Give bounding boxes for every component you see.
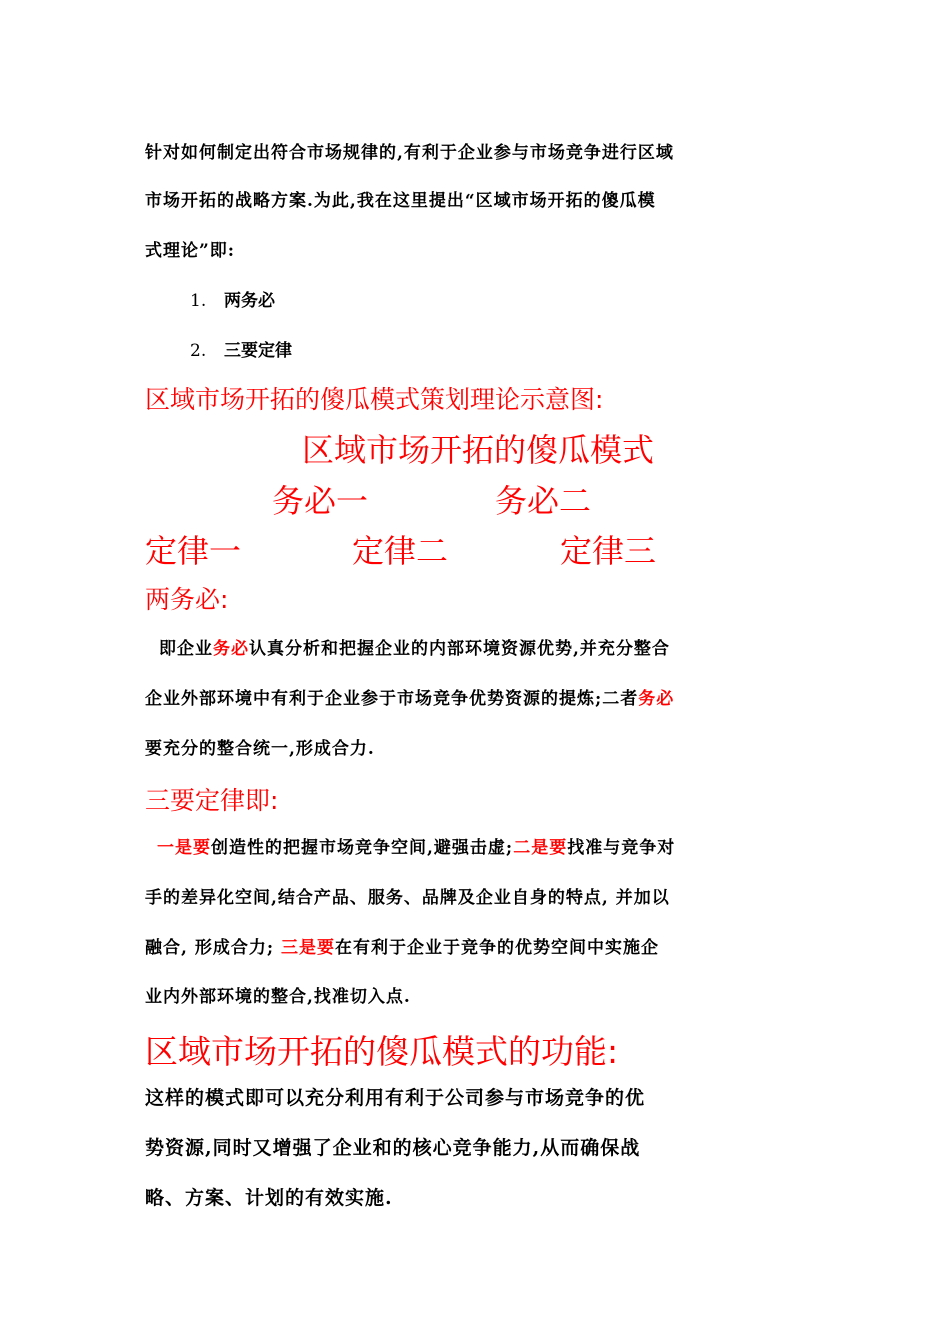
function-line-2: 势资源,同时又增强了企业和的核心竞争能力,从而确保战 — [145, 1137, 641, 1159]
intro-line-3: 式理论”即: — [145, 241, 236, 261]
spacer — [274, 938, 281, 958]
list-number: 1. — [190, 291, 207, 311]
function-heading: 区域市场开拓的傻瓜模式的功能: — [145, 1032, 619, 1071]
three-laws-line-2: 手的差异化空间,结合产品、服务、品牌及企业自身的特点, 并加以 — [145, 888, 670, 908]
list-item — [190, 339, 292, 363]
text-run: 即企业 — [159, 639, 213, 659]
text-run: 融合, 形成合力; — [145, 938, 275, 958]
diagram-law-2: 定律二 — [352, 532, 449, 570]
emphasis-text: 务必 — [638, 689, 675, 709]
diagram-must-1: 务必一 — [272, 482, 369, 520]
text-run: 创造性的把握市场竞争空间,避强击虚; — [211, 838, 514, 858]
text-run: 在有利于企业于竞争的优势空间中实施企 — [335, 938, 660, 958]
diagram-must-2: 务必二 — [495, 482, 592, 520]
emphasis-text: 二是要 — [513, 838, 568, 858]
function-line-1: 这样的模式即可以充分利用有利于公司参与市场竞争的优 — [145, 1087, 646, 1109]
diagram-law-1: 定律一 — [145, 532, 242, 570]
two-musts-heading: 两务必: — [145, 585, 229, 614]
list-number: 2. — [190, 341, 207, 361]
two-musts-line-1 — [145, 637, 810, 661]
diagram-law-3: 定律三 — [560, 532, 657, 570]
text-run: 找准与竞争对 — [567, 838, 676, 858]
intro-line-2: 市场开拓的战略方案.为此,我在这里提出“区域市场开拓的傻瓜模 — [145, 191, 656, 211]
diagram-heading: 区域市场开拓的傻瓜模式策划理论示意图: — [145, 385, 604, 414]
list-item — [190, 289, 275, 313]
diagram-title: 区域市场开拓的傻瓜模式 — [302, 431, 655, 469]
emphasis-text: 务必 — [213, 639, 249, 659]
two-musts-line-3: 要充分的整合统一,形成合力. — [145, 739, 375, 759]
three-laws-line-1 — [145, 836, 810, 860]
three-laws-heading: 三要定律即: — [145, 786, 279, 815]
three-laws-line-4: 业内外部环境的整合,找准切入点. — [145, 987, 411, 1007]
function-line-3: 略、方案、计划的有效实施. — [145, 1187, 393, 1209]
three-laws-line-3 — [145, 936, 810, 960]
list-text: 两务必 — [224, 291, 275, 311]
text-run: 认真分析和把握企业的内部环境资源优势,并充分整合 — [249, 639, 670, 659]
emphasis-text: 三是要 — [281, 938, 336, 958]
list-text: 三要定律 — [224, 341, 292, 361]
intro-line-1: 针对如何制定出符合市场规律的,有利于企业参与市场竞争进行区域 — [145, 143, 674, 163]
emphasis-text: 一是要 — [157, 838, 211, 858]
text-run: 企业外部环境中有利于企业参于市场竞争优势资源的提炼;二者 — [145, 689, 639, 709]
two-musts-line-2 — [145, 687, 810, 711]
